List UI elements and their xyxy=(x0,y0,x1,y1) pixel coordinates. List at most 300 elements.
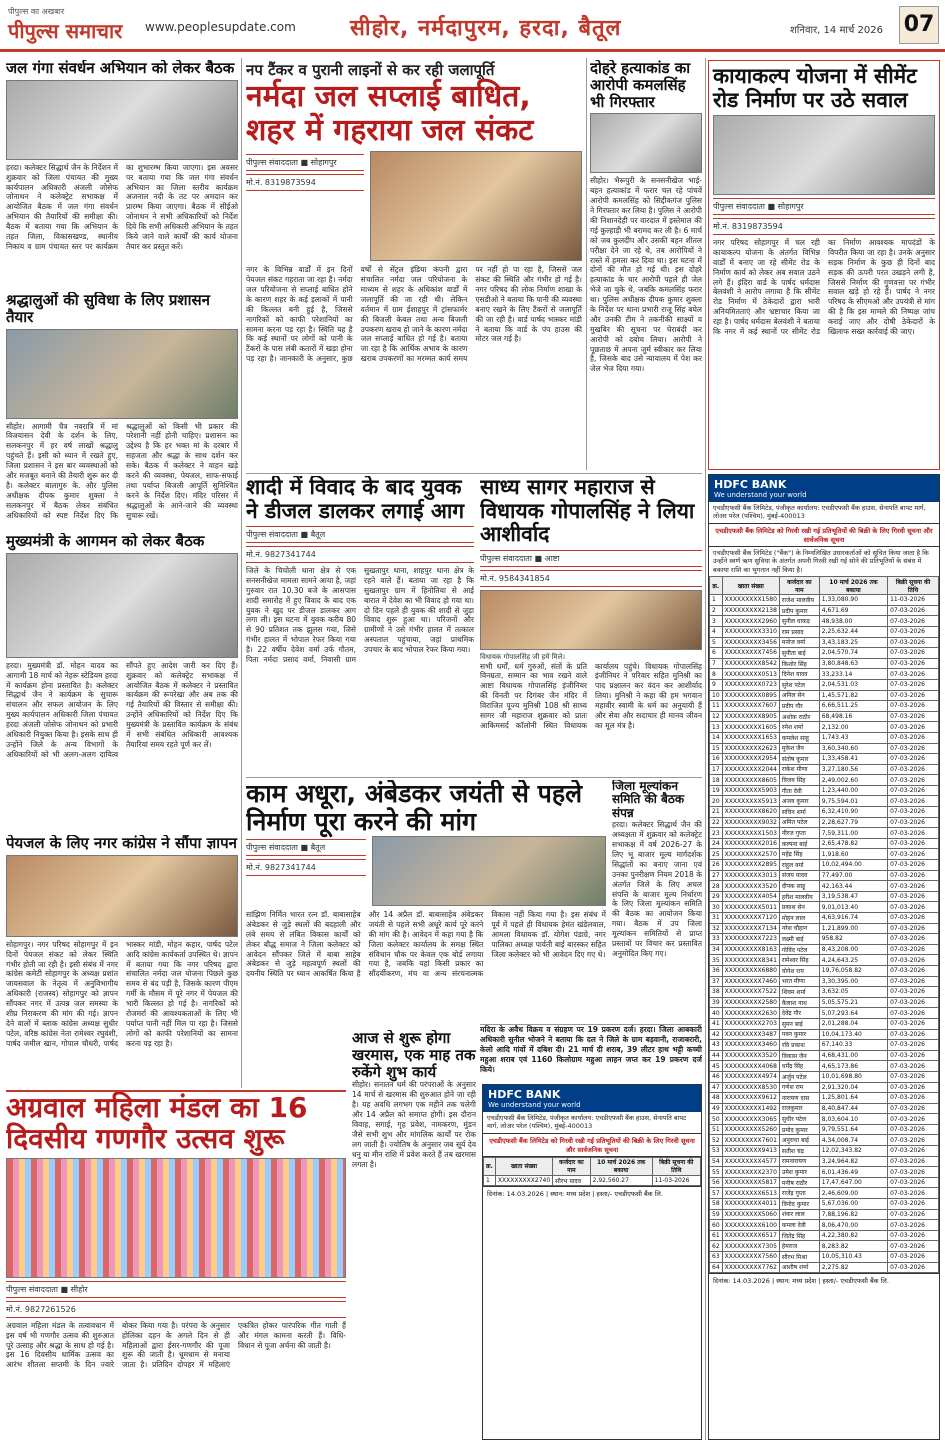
table-cell: 4,65,173.86 xyxy=(819,1061,887,1072)
table-cell: 07-03-2026 xyxy=(888,1093,939,1104)
website-link[interactable]: www.peoplesupdate.com xyxy=(145,20,296,34)
table-header-cell: कर्जदार का नाम xyxy=(779,577,819,595)
table-cell: 38 xyxy=(710,987,723,998)
table-cell: 5,67,036.00 xyxy=(819,1199,887,1210)
table-cell: 07-03-2026 xyxy=(888,1018,939,1029)
table-row xyxy=(710,764,939,775)
table-cell: 4,22,380.82 xyxy=(819,1230,887,1241)
table-header-cell: क्र. xyxy=(484,1157,496,1175)
table-row xyxy=(710,785,939,796)
table-cell: XXXXXXXXX4068 xyxy=(722,1061,779,1072)
byline: पीपुल्स संवाददाता ■ बैतूल xyxy=(246,526,474,543)
table-cell: 07-03-2026 xyxy=(888,637,939,648)
table-header-cell: खाता संख्या xyxy=(495,1157,552,1175)
table-cell: अमित पटेल xyxy=(779,817,819,828)
bank-tagline: We understand your world xyxy=(714,491,807,499)
article-photo xyxy=(713,115,935,195)
table-cell: जितेंद्र सिंह xyxy=(779,1230,819,1241)
bank-name: HDFC BANK xyxy=(488,1088,561,1101)
region-title: सीहोर, नर्मदापुरम, हरदा, बैतूल xyxy=(350,16,622,41)
article-mulyankan xyxy=(612,780,702,1020)
table-cell: XXXXXXXXX2580 xyxy=(722,997,779,1008)
table-cell: 07-03-2026 xyxy=(888,997,939,1008)
table-cell: 10,02,494.00 xyxy=(819,860,887,871)
table-cell: 7 xyxy=(710,658,723,669)
table-cell: योगेश राय xyxy=(779,965,819,976)
table-cell: राकेश मीणा xyxy=(779,764,819,775)
table-row xyxy=(710,1146,939,1157)
table-cell: XXXXXXXXX1580 xyxy=(722,595,779,606)
table-cell: XXXXXXXXX2703 xyxy=(722,1018,779,1029)
table-cell: सौरभ यादव xyxy=(553,1175,590,1186)
table-cell: गणेश राम xyxy=(779,1082,819,1093)
article-photo xyxy=(480,590,702,650)
table-cell: 07-03-2026 xyxy=(888,711,939,722)
table-cell: 17 xyxy=(710,764,723,775)
article-body: मदिरा के अवैध विक्रय व संग्रहण पर 19 प्रकरण दर्ज। हरदा। जिला आबकारी अधिकारी सुनील भोजने ने बताया कि दल ने जिले के ग्राम बड़वानी, राजाबरारी, केलो आदि गांवों में दबिश दी। 21 मार्च दी शराब, 39 लीटर हाथ भट्टी कच्ची महुआ शराब एवं 1160 किलोग्राम महुआ लाहन जप्त कर 19 प्रकरण दर्ज किये। xyxy=(480,1025,702,1074)
article-liquor xyxy=(480,1024,702,1080)
table-cell: उमेश कुमार xyxy=(779,1167,819,1178)
table-cell: 07-03-2026 xyxy=(888,1220,939,1231)
table-cell: 46 xyxy=(710,1071,723,1082)
table-cell: राजेश मालवीय xyxy=(779,595,819,606)
table-cell: राजकुमार xyxy=(779,1103,819,1114)
table-cell: 42 xyxy=(710,1029,723,1040)
table-cell: 19,76,058.82 xyxy=(819,965,887,976)
table-row xyxy=(710,658,939,669)
table-cell: 07-03-2026 xyxy=(888,1262,939,1273)
newspaper-logo[interactable] xyxy=(8,6,122,44)
table-cell: अर्जुन पटेल xyxy=(779,1071,819,1082)
table-cell: 07-03-2026 xyxy=(888,1199,939,1210)
table-row xyxy=(710,648,939,659)
table-cell: 41 xyxy=(710,1018,723,1029)
article-photo xyxy=(370,151,582,261)
article-body: अग्रवाल महिला मंडल के तत्वावधान में इस वर्ष भी गणगौर उत्सव की शुरुआत पूरे उत्साह और श्रद्धा के साथ हो गई है। इस 16 दिवसीय धार्मिक उत्सव का आरंभ शीतला सप्तमी के दिन ज्वारे बोकर किया गया है। परंपरा के अनुसार होलिका दहन के अगले दिन से ही महिलाओं द्वारा ईसर-गणगौर की पूजा शुरू की जाती है। धूमधाम से मनाया जाता है। प्रतिदिन दोपहर में महिलाएं एकत्रित होकर पारंपरिक गीत गाती हैं और मंगल कामना करती हैं। विधि-विधान से पूजा अर्चना की जाती है। xyxy=(6,1320,346,1370)
table-cell: 3,80,848.63 xyxy=(819,658,887,669)
table-cell: XXXXXXXXX4011 xyxy=(722,1199,779,1210)
table-cell: XXXXXXXXX3456 xyxy=(722,637,779,648)
headline[interactable]: दोहरे हत्याकांड का आरोपी कमलसिंह भी गिरफ्तार xyxy=(590,60,691,111)
article-body: हरदा। कलेक्टर सिद्धार्थ जैन के निर्देशन में शुक्रवार को जिला पंचायत की मुख्य कार्यपालन अधिकारी अंजली जोसेफ जोनाथन ने कलेक्ट्रेट सभाकक्ष में आयोजित बैठक में जल गंगा संवर्धन अभियान की तैयारियों की समीक्षा की। बैठक में बताया गया कि अभियान के तहत जिला, विकासखण्ड, स्थानीय निकाय व ग्राम पंचायत स्तर पर कार्यक्रम का शुभारम्भ किया जाएगा। इस अवसर पर बताया गया कि जल गंगा संवर्धन अभियान का जिला स्तरीय कार्यक्रम अजनाल नदी के तट पर अमदान कर प्रारम्भ किया जाएगा। बैठक में सीईओ जोनाथन ने सभी अधिकारियों को निर्देश दिये कि सभी अधिकारी अभियान के तहत किये जाने वाले कार्यों की कार्य योजना तैयार कर प्रस्तुत करें। xyxy=(6,162,238,251)
table-cell: 07-03-2026 xyxy=(888,1082,939,1093)
table-row xyxy=(710,902,939,913)
table-cell: 24 xyxy=(710,838,723,849)
headline[interactable]: अग्रवाल महिला मंडल का 16 दिवसीय गणगौर उत्सव शुरू xyxy=(6,1091,308,1156)
table-cell: 07-03-2026 xyxy=(888,976,939,987)
table-row xyxy=(710,1241,939,1252)
article-body: हरदा। कलेक्टर सिद्धार्थ जैन की अध्यक्षता में शुक्रवार को कलेक्ट्रेट सभाकक्ष में वर्ष 2026-27 के लिए भू बाजार मूल्य मार्गदर्शक सिद्धांतों का बनाए जाना एवं उनका पुनरीक्षण नियम 2018 के अंतर्गत जिले के लिए अचल संपत्ति के बाजार मूल्य निर्धारण के लिए जिला मूल्यांकन समिति की बैठक का आयोजन किया गया। बैठक में उप जिला मूल्यांकन समितियों से प्राप्त प्रस्तावों पर विचार कर प्रस्तावित अनुमोदित किए गए। xyxy=(612,820,702,958)
table-row xyxy=(710,1114,939,1125)
table-cell: XXXXXXXXX0895 xyxy=(722,690,779,701)
row-divider xyxy=(246,473,702,474)
table-cell: 28 xyxy=(710,881,723,892)
table-cell: 2,92,560.27 xyxy=(590,1175,652,1186)
table-cell: दीपक साहू xyxy=(779,881,819,892)
article-narmada-jal xyxy=(246,60,582,470)
table-cell: रवि प्रकाश xyxy=(779,1040,819,1051)
table-cell: XXXXXXXXX2016 xyxy=(722,838,779,849)
table-cell: XXXXXXXXX5011 xyxy=(722,902,779,913)
table-cell: दिनेश यादव xyxy=(779,669,819,680)
reporter-mobile: मो.नं. 8319873594 xyxy=(713,218,935,235)
table-cell: 07-03-2026 xyxy=(888,944,939,955)
table-cell: 1,918.60 xyxy=(819,849,887,860)
table-cell: 07-03-2026 xyxy=(888,934,939,945)
table-cell: 2,01,288.04 xyxy=(819,1018,887,1029)
table-cell: 1,25,801.64 xyxy=(819,1093,887,1104)
headline[interactable]: जल गंगा संवर्धन अभियान को लेकर बैठक xyxy=(6,60,235,77)
table-cell: XXXXXXXXX1492 xyxy=(722,1103,779,1114)
table-cell: मोहन लाल xyxy=(779,913,819,924)
table-cell: XXXXXXXXX3520 xyxy=(722,1050,779,1061)
table-cell: 7,88,196.82 xyxy=(819,1209,887,1220)
table-cell: XXXXXXXXX7522 xyxy=(722,987,779,998)
table-cell: XXXXXXXXX3013 xyxy=(722,870,779,881)
table-cell: 50 xyxy=(710,1114,723,1125)
table-row xyxy=(710,828,939,839)
table-cell: 07-03-2026 xyxy=(888,902,939,913)
table-cell: 1,21,899.00 xyxy=(819,923,887,934)
headline[interactable]: कायाकल्प योजना में सीमेंट रोड निर्माण पर उठे सवाल xyxy=(713,64,917,112)
table-row xyxy=(710,1220,939,1231)
table-cell: 8,06,470.00 xyxy=(819,1220,887,1231)
table-cell: 64 xyxy=(710,1262,723,1273)
table-cell: XXXXXXXXX1653 xyxy=(722,732,779,743)
table-cell: 07-03-2026 xyxy=(888,1209,939,1220)
table-row xyxy=(710,1135,939,1146)
table-cell: अनिल सेन xyxy=(779,690,819,701)
table-cell: शिवम शर्मा xyxy=(779,987,819,998)
table-cell: 3,60,340.60 xyxy=(819,743,887,754)
table-cell: 07-03-2026 xyxy=(888,828,939,839)
table-cell: 2,25,632.44 xyxy=(819,626,887,637)
headline[interactable]: जिला मूल्यांकन समिति की बैठक संपन्न xyxy=(612,780,685,820)
table-cell: XXXXXXXXX2044 xyxy=(722,764,779,775)
article-photo xyxy=(6,553,238,658)
table-cell: आशीष शर्मा xyxy=(779,1262,819,1273)
table-cell: XXXXXXXXX4054 xyxy=(722,891,779,902)
table-cell: 07-03-2026 xyxy=(888,785,939,796)
table-cell: विनोद कुमार xyxy=(779,1199,819,1210)
table-cell: XXXXXXXXX6100 xyxy=(722,1220,779,1231)
table-row xyxy=(710,1177,939,1188)
table-cell: 45 xyxy=(710,1061,723,1072)
table-cell: 15 xyxy=(710,743,723,754)
headline[interactable]: साध्य सागर महाराज से विधायक गोपालसिंह ने लिया आशीर्वाद xyxy=(480,476,695,547)
table-cell: 23 xyxy=(710,828,723,839)
table-cell: 2,91,320.04 xyxy=(819,1082,887,1093)
table-cell: प्रमोद कुमार xyxy=(779,1124,819,1135)
headline[interactable]: शादी में विवाद के बाद युवक ने डीजल डालकर लगाई आग xyxy=(246,476,465,523)
table-cell: 22 xyxy=(710,817,723,828)
table-cell: 07-03-2026 xyxy=(888,891,939,902)
table-cell: XXXXXXXXX2895 xyxy=(722,860,779,871)
table-row xyxy=(710,934,939,945)
table-cell: 17,47,647.00 xyxy=(819,1177,887,1188)
table-cell: 18 xyxy=(710,775,723,786)
table-cell: 9,01,013.40 xyxy=(819,902,887,913)
table-cell: 07-03-2026 xyxy=(888,1008,939,1019)
photo-caption: विधायक गोपालसिंह जी हमें मिले। xyxy=(480,652,566,661)
headline[interactable]: आज से शुरू होगा खरमास, एक माह तक रुकेंगे शुभ कार्य xyxy=(352,1030,476,1081)
table-cell: 4,24,643.25 xyxy=(819,955,887,966)
table-cell: XXXXXXXXX1605 xyxy=(722,722,779,733)
table-cell: 56 xyxy=(710,1177,723,1188)
table-cell: सचिन शर्मा xyxy=(779,807,819,818)
notice-title: एचडीएफसी बैंक लिमिटेड को गिरवी रखी गई प्रतिभूतियों की बिक्री के लिए गिरवी सूचना और सार्वजनिक सूचना xyxy=(483,1133,701,1157)
table-cell: 07-03-2026 xyxy=(888,1114,939,1125)
table-cell: XXXXXXXXX2623 xyxy=(722,743,779,754)
reporter-mobile: मो.नं. 8319873594 xyxy=(246,174,364,191)
table-row xyxy=(710,1082,939,1093)
table-cell: हेमराज xyxy=(779,1241,819,1252)
table-row xyxy=(710,1252,939,1263)
article-body: सोहागपुर। नगर परिषद सोहागपुर में इन दिनों पेयजल संकट को लेकर स्थिति गंभीर होती जा रही है। इसी संबंध में नगर कांग्रेस कमेटी सोहागपुर के अध्यक्ष प्रशांत जायसवाल के नेतृत्व में अनुविभागीय अधिकारी (राजस्व) सोहागपुर को ज्ञापन सौंपकर नगर में उत्पन्न जल समस्या के शीघ्र निराकरण की मांग की गई। ज्ञापन देने वालों में ब्लाक कांग्रेस अध्यक्ष सुधीर पटेल, वरिष्ठ कांग्रेस नेता रामेश्वर रघुवंशी, पार्षद जमील खान, गोपाल चौधरी, पार्षद भास्कर मांडी, मोहन कहार, पार्षद पटेल आदि कांग्रेस कार्यकर्ता उपस्थित थे। ज्ञापन में बताया गया कि नगर परिषद द्वारा संचालित नर्मदा जल योजना पिछले कुछ समय से बंद पड़ी है, जिसके कारण पीएम गर्मी के मौसम में पूरे नगर में पेयजल की भारी किल्लत हो गई है। नागरिकों को रोजमर्रा की आवश्यकताओं के लिए भी पर्याप्त पानी नहीं मिल पा रहा है। जिससे लोगों को काफी परेशानियों का सामना करना पड़ रहा है। xyxy=(6,939,238,1048)
table-row xyxy=(710,1156,939,1167)
table-cell: 4,671.69 xyxy=(819,605,887,616)
table-cell: 9,75,594.01 xyxy=(819,796,887,807)
table-cell: 07-03-2026 xyxy=(888,1103,939,1114)
table-row xyxy=(710,701,939,712)
column-divider xyxy=(705,58,706,1440)
table-cell: 59 xyxy=(710,1209,723,1220)
table-cell: 37 xyxy=(710,976,723,987)
table-cell: 14 xyxy=(710,732,723,743)
table-cell: XXXXXXXXX5817 xyxy=(722,1177,779,1188)
table-cell: XXXXXXXXX2740 xyxy=(495,1175,552,1186)
table-cell: 07-03-2026 xyxy=(888,743,939,754)
table-cell: XXXXXXXXX2370 xyxy=(722,1167,779,1178)
table-cell: राम प्रसाद xyxy=(779,626,819,637)
table-cell: 31 xyxy=(710,913,723,924)
table-cell: XXXXXXXXX8341 xyxy=(722,955,779,966)
headline[interactable]: पेयजल के लिए नगर कांग्रेस ने सौंपा ज्ञापन xyxy=(6,835,237,852)
reporter-mobile: मो.नं. 9827341744 xyxy=(246,859,366,876)
bank-logo[interactable] xyxy=(709,475,939,502)
article-kharmas xyxy=(352,1030,476,1440)
table-cell: 39 xyxy=(710,997,723,1008)
lead-headline[interactable]: नर्मदा जल सप्लाई बाधित, शहर में गहराया जल संकट xyxy=(246,79,534,148)
table-cell: 07-03-2026 xyxy=(888,658,939,669)
table-cell: 48 xyxy=(710,1093,723,1104)
article-shraddhalu xyxy=(6,292,238,529)
notice-intro: एचडीएफसी बैंक लिमिटेड ("बैंक") के निम्नलिखित उधारकर्ताओं को सूचित किया जाता है कि उन्होंने स्वर्ण ऋण सुविधा के अंतर्गत अपनी गिरवी रखी गई सोने की प्रतिभूतियों के संबंध में बकाया राशि का भुगतान नहीं किया है। xyxy=(713,548,929,574)
table-cell: 4,68,431.00 xyxy=(819,1050,887,1061)
table-cell: XXXXXXXXX5903 xyxy=(722,785,779,796)
table-cell: 33 xyxy=(710,934,723,945)
table-cell: मनीष राठौर xyxy=(779,1177,819,1188)
table-cell: 07-03-2026 xyxy=(888,860,939,871)
table-cell: 10,04,173.40 xyxy=(819,1029,887,1040)
table-cell: 07-03-2026 xyxy=(888,965,939,976)
table-cell: 57 xyxy=(710,1188,723,1199)
table-cell: XXXXXXXXX2954 xyxy=(722,754,779,765)
table-cell: XXXXXXXXX7560 xyxy=(722,1252,779,1263)
table-row xyxy=(710,637,939,648)
article-mukhyamantri xyxy=(6,533,238,831)
table-header-cell: बिक्री सूचना की तिथि xyxy=(888,577,939,595)
table-cell: 07-03-2026 xyxy=(888,1040,939,1051)
table-cell: XXXXXXXXX8605 xyxy=(722,775,779,786)
table-cell: 07-03-2026 xyxy=(888,648,939,659)
table-cell: लक्ष्मी बाई xyxy=(779,934,819,945)
article-body: सभी धर्मों, धर्म गुरुओं, संतों के प्रति विनम्रता, सम्मान का भाव रखने वाले आष्टा विधायक गोपालसिंह इंजीनियर की विनती पर दिगंबर जैन मंदिर में विराजित पूज्य मुनिश्री 108 श्री साध्य सागर जी महाराज शुक्रवार को प्रातः आकिमसर्द कॉलोनी स्थित विधायक कार्यालय पहुंचे। विधायक गोपालसिंह इंजीनियर ने परिवार सहित मुनिश्री का पाद प्रक्षालन कर वंदन कर आशीर्वाद लिया। मुनिश्री ने कहा की हम भगवान महावीर स्वामी के धर्म का अनुयायी हैं और सेवा और सदाचार ही मानव जीवन का मूल मंत्र है। xyxy=(480,661,702,730)
headline[interactable]: काम अधूरा, अंबेडकर जयंती से पहले निर्माण पूरा करने की मांग xyxy=(246,780,583,836)
table-cell: 07-03-2026 xyxy=(888,870,939,881)
table-cell: 58 xyxy=(710,1199,723,1210)
table-cell: 07-03-2026 xyxy=(888,722,939,733)
table-cell: 8,40,847.44 xyxy=(819,1103,887,1114)
table-cell: 07-03-2026 xyxy=(888,701,939,712)
byline: पीपुल्स संवाददाता ■ सीहोर xyxy=(6,1281,346,1298)
table-cell: 2,04,531.03 xyxy=(819,679,887,690)
table-row xyxy=(710,1124,939,1135)
table-cell: 33,233.14 xyxy=(819,669,887,680)
table-cell: महेंद्र सिंह xyxy=(779,849,819,860)
table-cell: 07-03-2026 xyxy=(888,1167,939,1178)
table-row xyxy=(710,1199,939,1210)
table-cell: प्रदीप गौर xyxy=(779,701,819,712)
table-cell: 8,283.82 xyxy=(819,1241,887,1252)
logo-text: पीपुल्स समाचार xyxy=(8,19,123,43)
table-row xyxy=(710,1188,939,1199)
table-cell: 30 xyxy=(710,902,723,913)
table-cell: रामनारायण xyxy=(779,1156,819,1167)
ad-footer: दिनांक: 14.03.2026 | स्थान: मध्य प्रदेश | हस्ता/- एचडीएफसी बैंक लि. xyxy=(483,1186,701,1200)
table-cell: अनुराधा बाई xyxy=(779,1135,819,1146)
reporter-mobile: मो.नं. 9584341854 xyxy=(480,570,702,587)
hdfc-ad-small xyxy=(482,1084,702,1440)
article-sadhya-sagar xyxy=(480,476,702,774)
article-body: सीहोर। आगामी चैत्र नवरात्रि में मां विजयासन देवी के दर्शन के लिए, सलकनपुर में हर वर्ष लाखों श्रद्धालु पहुंचते हैं। इसी को ध्यान में रखते हुए, जिला प्रशासन ने इस बार व्यवस्थाओं को और मजबूत बनाने की तैयारी शुरू कर दी है। कलेक्टर बालागुरु के. और पुलिस अधीक्षक दीपक कुमार शुक्ला ने सलकनपुर में बैठक लेकर संबंधित अधिकारियों को स्पष्ट निर्देश दिए कि श्रद्धालुओं को किसी भी प्रकार की परेशानी नहीं होनी चाहिए। प्रशासन का उद्देश्य है कि हर भक्त मां के दरबार में सहजता और श्रद्धा के साथ दर्शन कर सके। बैठक में कलेक्टर ने वाहन खड़े करने की व्यवस्था, पेयजल, साफ-सफाई तथा पर्याप्त बिजली आपूर्ति सुनिश्चित करने के निर्देश दिए। मंदिर परिसर में श्रद्धालुओं के आने-जाने की व्यवस्था सुचारू रखें। xyxy=(6,421,238,520)
table-cell: XXXXXXXXX9032 xyxy=(722,817,779,828)
table-cell: प्रदीप कुमार xyxy=(779,605,819,616)
table-cell: 07-03-2026 xyxy=(888,775,939,786)
table-cell: 1 xyxy=(484,1175,496,1186)
table-cell: 07-03-2026 xyxy=(888,838,939,849)
table-cell: 61 xyxy=(710,1230,723,1241)
masthead xyxy=(0,0,945,52)
table-row xyxy=(710,891,939,902)
table-cell: 51 xyxy=(710,1124,723,1135)
table-cell: XXXXXXXXX8163 xyxy=(722,944,779,955)
article-photo xyxy=(590,113,702,173)
table-cell: 3,30,395.00 xyxy=(819,976,887,987)
table-cell: 07-03-2026 xyxy=(888,690,939,701)
table-cell: 07-03-2026 xyxy=(888,1188,939,1199)
table-row xyxy=(710,1209,939,1220)
table-cell: 07-03-2026 xyxy=(888,1156,939,1167)
table-cell: 07-03-2026 xyxy=(888,987,939,998)
table-cell: रामेश्वर सिंह xyxy=(779,955,819,966)
table-cell: विजय सिंह xyxy=(779,775,819,786)
table-cell: 07-03-2026 xyxy=(888,849,939,860)
table-cell: XXXXXXXXX3460 xyxy=(722,1040,779,1051)
byline: पीपुल्स संवाददाता ■ सोहागपुर xyxy=(246,154,364,171)
table-cell: 07-03-2026 xyxy=(888,923,939,934)
table-cell: 52 xyxy=(710,1135,723,1146)
table-cell: हरीश मालवीय xyxy=(779,891,819,902)
table-cell: 07-03-2026 xyxy=(888,1124,939,1135)
table-row xyxy=(710,1050,939,1061)
table-cell: 07-03-2026 xyxy=(888,1029,939,1040)
table-cell: सतीश चंद्र xyxy=(779,1146,819,1157)
table-cell: XXXXXXXXX5060 xyxy=(722,1209,779,1220)
headline[interactable]: मुख्यमंत्री के आगमन को लेकर बैठक xyxy=(6,533,205,550)
table-cell: XXXXXXXXX2630 xyxy=(722,1008,779,1019)
table-cell: 07-03-2026 xyxy=(888,807,939,818)
table-row xyxy=(710,955,939,966)
table-cell: कमलेश साहू xyxy=(779,732,819,743)
bank-name: HDFC BANK xyxy=(714,478,787,491)
table-row xyxy=(710,838,939,849)
table-cell: धर्मेंद्र सिंह xyxy=(779,1061,819,1072)
table-cell: XXXXXXXXX7456 xyxy=(722,648,779,659)
ad-footer: दिनांक: 14.03.2026 | स्थान: मध्य प्रदेश | हस्ता/- एचडीएफसी बैंक लि. xyxy=(709,1273,939,1287)
article-body: जिले के चिचोली थाना क्षेत्र से एक सनसनीखेज मामला सामने आया है, जहां गुरुवार रात 10.30 बजे के आसपास शादी समारोह में हुए विवाद के बाद एक युवक ने खुद पर डीजल डालकर आग लगा ली। इस घटना में युवक करीब 80 से 90 प्रतिशत तक झुलस गया, जिसे गंभीर हालत में भोपाल रेफर किया गया है। 22 वर्षीय देवेश वर्मा उर्फ गौतम, पिता नर्मदा प्रसाद वर्मा, निवासी ग्राम सुखतापुर थाना, शाहपुर थाना क्षेत्र के रहने वाले हैं। बताया जा रहा है कि सुखतापुर ग्राम में हिनोतिया से आई बारात में देवेश का भी विवाद हो गया था। दो दिन पहले ही युवक की शादी से जुड़ा विवाद शुरू हुआ था। परिजनों और ग्रामीणों ने उसे गंभीर हालत में तत्काल अस्पताल पहुंचाया, जहां प्राथमिक उपचार के बाद भोपाल रेफर किया गया। xyxy=(246,566,474,665)
table-cell: 10 xyxy=(710,690,723,701)
logo-tagline: पीपुल्स का अखबार xyxy=(8,7,65,16)
bank-logo[interactable] xyxy=(483,1085,701,1112)
page-number: 07 xyxy=(899,6,939,44)
table-cell: XXXXXXXXX4974 xyxy=(722,1071,779,1082)
table-cell: 07-03-2026 xyxy=(888,913,939,924)
table-cell: 07-03-2026 xyxy=(888,754,939,765)
table-cell: 2,04,570.74 xyxy=(819,648,887,659)
table-row xyxy=(710,987,939,998)
table-header-cell: कर्जदार का नाम xyxy=(553,1157,590,1175)
table-row xyxy=(710,1103,939,1114)
headline[interactable]: श्रद्धालुओं की सुविधा के लिए प्रशासन तैयार xyxy=(6,292,210,326)
table-row xyxy=(710,1071,939,1082)
table-cell: 19 xyxy=(710,785,723,796)
table-cell: XXXXXXXXX0723 xyxy=(722,679,779,690)
table-cell: XXXXXXXXX7134 xyxy=(722,923,779,934)
table-cell: XXXXXXXXX9413 xyxy=(722,1146,779,1157)
table-cell: 07-03-2026 xyxy=(888,817,939,828)
table-cell: 9,79,551.64 xyxy=(819,1124,887,1135)
table-cell: विकास जैन xyxy=(779,1050,819,1061)
table-row xyxy=(710,870,939,881)
table-cell: कैलाश नाथ xyxy=(779,997,819,1008)
table-cell: 5 xyxy=(710,637,723,648)
bank-address: एचडीएफसी बैंक लिमिटेड, पंजीकृत कार्यालय: एचडीएफसी बैंक हाउस, सेनापति बापट मार्ग, लोअर परेल (पश्चिम), मुंबई-400013 xyxy=(487,1114,687,1131)
table-cell: 20 xyxy=(710,796,723,807)
table-cell: 07-03-2026 xyxy=(888,1177,939,1188)
table-cell: 07-03-2026 xyxy=(888,1135,939,1146)
table-cell: 7,59,311.00 xyxy=(819,828,887,839)
table-cell: 77,497.00 xyxy=(819,870,887,881)
table-cell: 12 xyxy=(710,711,723,722)
table-row xyxy=(710,849,939,860)
article-photo xyxy=(6,80,238,160)
table-cell: 8,43,208.00 xyxy=(819,944,887,955)
table-cell: राहुल वर्मा xyxy=(779,860,819,871)
article-photo xyxy=(6,855,238,937)
table-cell: 2,65,478.82 xyxy=(819,838,887,849)
table-cell: प्रकाश सेन xyxy=(779,902,819,913)
table-row xyxy=(710,976,939,987)
table-cell: 11-03-2026 xyxy=(652,1175,700,1186)
table-cell: 3,24,964.82 xyxy=(819,1156,887,1167)
table-cell: XXXXXXXXX1503 xyxy=(722,828,779,839)
article-body: नगर के विभिन्न वार्डों में इन दिनों पेयजल संकट गहराता जा रहा है। नर्मदा जल परियोजना से सप्लाई बाधित होने के कारण शहर के कई इलाकों में पानी की किल्लत बनी हुई है, जिससे नागरिकों को काफी परेशानियों का सामना करना पड़ रहा है। स्थिति यह है कि कई स्थानों पर लोगों को पानी के टैंकरों के पास लंबी कतारों में खड़ा होना पड़ रहा है। जानकारी के अनुसार, कुछ वर्षों से सेंट्रल इंडिया कंपनी द्वारा संचालित नर्मदा जल परियोजना के माध्यम से शहर के अधिकांश वार्डों में जलापूर्ति की जा रही थी। लेकिन वर्तमान में ग्राम ईशाहपुर में ट्रांसफार्मर की बिजली केबल तथा अन्य बिजली उपकरण खराब हो जाने के कारण नर्मदा जल सप्लाई बाधित हो गई है। बताया जा रहा है कि आर्थिक अभाव के कारण खराब उपकरणों का मरम्मत कार्य समय पर नहीं हो पा रहा है, जिससे जल संकट की स्थिति और गंभीर हो गई है। नगर परिषद की लोक निर्माण शाखा के एसडीओ ने बताया कि पानी की व्यवस्था बनाए रखने के लिए टैंकरों से जलापूर्ति की जा रही है। वार्ड पार्षद भास्कर मांडी ने बताया कि वार्ड के पंप हाउस की मोटर जल गई है। xyxy=(246,265,582,364)
table-cell: अशोक राठौर xyxy=(779,711,819,722)
table-cell: 3,19,538.47 xyxy=(819,891,887,902)
table-cell: 4,34,008.74 xyxy=(819,1135,887,1146)
table-cell: 07-03-2026 xyxy=(888,616,939,627)
